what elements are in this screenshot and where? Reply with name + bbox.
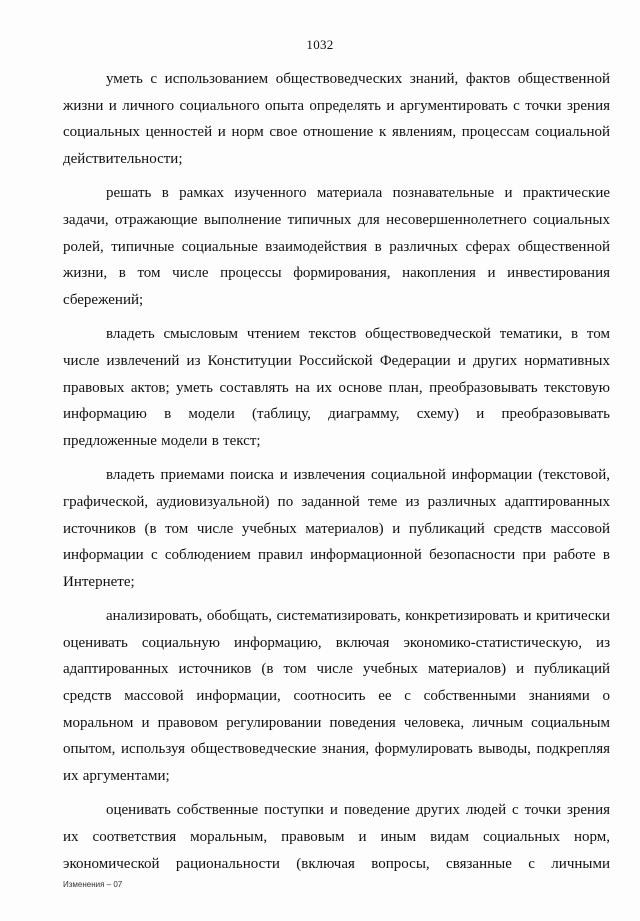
paragraph: владеть приемами поиска и извлечения социальной информации (текстовой, графической, аудиовизуальной) по заданной теме из различных адаптированных источников (в том числе учебных материалов) и публикаций средств массовой информации с соблюдением правил информационной безопасности при работе в Интернете; (63, 467, 610, 590)
paragraph: решать в рамках изученного материала познавательные и практические задачи, отражающие выполнение типичных для несовершеннолетнего социальных ролей, типичные социальные взаимодействия в различных сферах общественной жизни, в том числе процессы формирования, накопления и инвестирования сбережений; (63, 185, 610, 308)
paragraph: владеть смысловым чтением текстов обществоведческой тематики, в том числе извлечений из Конституции Российской Федерации и других нормативных правовых актов; уметь составлять на их основе план, преобразовывать текстовую информацию в модели (таблицу, диаграмму, схему) и преобразовывать предложенные модели в текст; (63, 326, 610, 449)
footer-revision-label: Изменения – 07 (63, 880, 123, 889)
paragraph: оценивать собственные поступки и поведение других людей с точки зрения их соответствия моральным, правовым и иным видам социальных норм, экономической рациональности (включая вопросы, связанные с личными (63, 802, 610, 872)
page-number: 1032 (306, 37, 334, 52)
paragraph: уметь с использованием обществоведческих знаний, фактов общественной жизни и личного социального опыта определять и аргументировать с точки зрения социальных ценностей и норм свое отношение к явлениям, процессам социальной действительности; (63, 71, 610, 167)
paragraph: анализировать, обобщать, систематизировать, конкретизировать и критически оценивать социальную информацию, включая экономико-статистическую, из адаптированных источников (в том числе учебных материалов) и публикаций средств массовой информации, соотносить ее с собственными знаниями о моральном и правовом регулировании поведения человека, личным социальным опытом, используя обществоведческие знания, формулировать выводы, подкрепляя их аргументами; (63, 608, 610, 784)
body-text (63, 66, 610, 877)
